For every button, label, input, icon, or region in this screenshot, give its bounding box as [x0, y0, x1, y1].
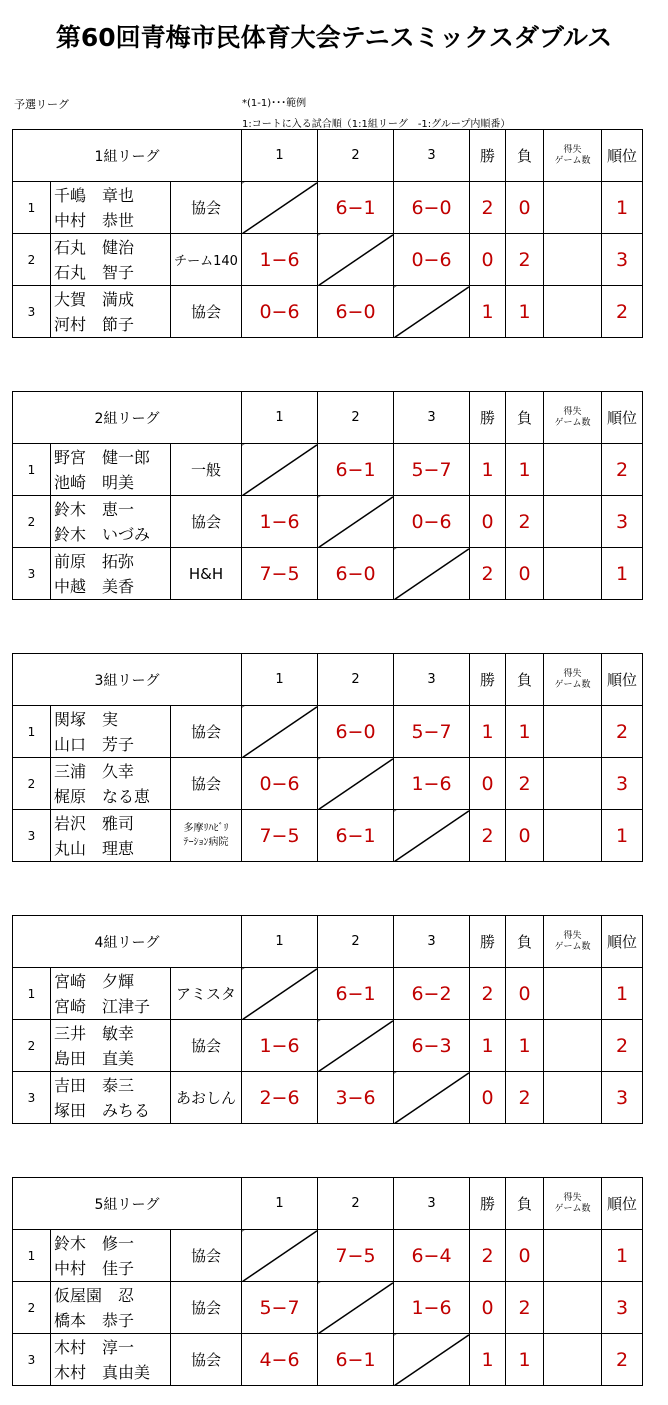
player-1: 木村 淳一: [54, 1337, 135, 1357]
prelim-label: 予選リーグ: [14, 98, 69, 111]
self-match-cell: [394, 1072, 470, 1124]
player-1: 三井 敏幸: [54, 1023, 135, 1043]
col-header-games: [544, 392, 602, 444]
self-match-cell: [242, 1230, 318, 1282]
pair-number: 2: [13, 234, 51, 286]
club-name: アミスタ: [171, 968, 242, 1020]
player-1: 鈴木 修一: [54, 1233, 135, 1253]
col-header-2: 2: [318, 130, 394, 182]
losses: 0: [506, 182, 544, 234]
table-row: [13, 182, 643, 234]
col-header-games: [544, 916, 602, 968]
match-score: 1−6: [242, 496, 318, 548]
losses: 1: [506, 1334, 544, 1386]
pair-number: 2: [13, 758, 51, 810]
wins: 1: [470, 706, 506, 758]
wins: 2: [470, 1230, 506, 1282]
club-name: [171, 810, 242, 862]
pair-names: [51, 968, 171, 1020]
pair-number: 1: [13, 706, 51, 758]
match-score: 6−1: [318, 968, 394, 1020]
losses: 2: [506, 1282, 544, 1334]
match-score: 6−0: [318, 286, 394, 338]
match-score: 6−2: [394, 968, 470, 1020]
league-table-4: [12, 915, 643, 1124]
table-row: [13, 1334, 643, 1386]
club-name: 協会: [171, 496, 242, 548]
col-header-rank: 順位: [602, 654, 643, 706]
col-header-win: 勝: [470, 916, 506, 968]
match-score: 7−5: [242, 548, 318, 600]
rank: 1: [602, 1230, 643, 1282]
player-1: 野宮 健一郎: [54, 447, 151, 467]
pair-names: [51, 1334, 171, 1386]
club-line-1: 多摩ﾘﾊﾋﾞﾘ: [183, 822, 229, 834]
pair-names: [51, 1020, 171, 1072]
losses: 0: [506, 968, 544, 1020]
match-score: 0−6: [242, 286, 318, 338]
player-2: 河村 節子: [54, 314, 135, 334]
match-score: 6−4: [394, 1230, 470, 1282]
wins: 1: [470, 444, 506, 496]
col-header-1: 1: [242, 392, 318, 444]
col-header-rank: 順位: [602, 1178, 643, 1230]
wins: 0: [470, 496, 506, 548]
self-match-cell: [394, 548, 470, 600]
league-name: 5組リーグ: [13, 1178, 242, 1230]
table-row: [13, 286, 643, 338]
rank: 3: [602, 758, 643, 810]
games-header-top: 得失: [563, 406, 582, 417]
match-score: 5−7: [394, 706, 470, 758]
col-header-loss: 負: [506, 1178, 544, 1230]
games-diff: [544, 706, 602, 758]
pair-names: [51, 758, 171, 810]
pair-number: 3: [13, 548, 51, 600]
player-1: 前原 拓弥: [54, 551, 135, 571]
games-header-top: 得失: [563, 668, 582, 679]
match-score: 4−6: [242, 1334, 318, 1386]
match-score: 6−0: [394, 182, 470, 234]
league-header-row: [13, 1178, 643, 1230]
self-match-cell: [318, 496, 394, 548]
league-name: 3組リーグ: [13, 654, 242, 706]
table-row: [13, 1230, 643, 1282]
league-header-row: [13, 654, 643, 706]
games-diff: [544, 1230, 602, 1282]
match-score: 7−5: [318, 1230, 394, 1282]
club-line-2: ﾃｰｼｮﾝ病院: [183, 836, 229, 848]
match-score: 5−7: [394, 444, 470, 496]
player-1: 宮崎 夕輝: [54, 971, 135, 991]
col-header-3: 3: [394, 130, 470, 182]
league-header-row: [13, 392, 643, 444]
player-2: 中村 恭世: [54, 210, 135, 230]
losses: 1: [506, 1020, 544, 1072]
player-1: 石丸 健治: [54, 237, 135, 257]
player-1: 仮屋園 忍: [54, 1285, 135, 1305]
games-header-bottom: ゲーム数: [554, 941, 591, 952]
games-diff: [544, 182, 602, 234]
games-diff: [544, 1020, 602, 1072]
col-header-3: 3: [394, 1178, 470, 1230]
self-match-cell: [318, 234, 394, 286]
player-2: 橋本 恭子: [54, 1310, 135, 1330]
self-match-cell: [318, 758, 394, 810]
player-1: 三浦 久幸: [54, 761, 135, 781]
rank: 1: [602, 810, 643, 862]
match-score: 6−1: [318, 1334, 394, 1386]
col-header-1: 1: [242, 1178, 318, 1230]
self-match-cell: [318, 1020, 394, 1072]
col-header-loss: 負: [506, 130, 544, 182]
self-match-cell: [394, 1334, 470, 1386]
league-name: 4組リーグ: [13, 916, 242, 968]
col-header-2: 2: [318, 916, 394, 968]
wins: 0: [470, 758, 506, 810]
table-row: [13, 1282, 643, 1334]
losses: 0: [506, 810, 544, 862]
league-table-2: [12, 391, 643, 600]
losses: 2: [506, 234, 544, 286]
self-match-cell: [242, 706, 318, 758]
col-header-loss: 負: [506, 392, 544, 444]
match-score: 7−5: [242, 810, 318, 862]
league-name: 2組リーグ: [13, 392, 242, 444]
club-name: チーム140: [171, 234, 242, 286]
player-2: 木村 真由美: [54, 1362, 151, 1382]
table-row: [13, 444, 643, 496]
col-header-2: 2: [318, 1178, 394, 1230]
player-2: 宮崎 江津子: [54, 996, 151, 1016]
col-header-games: [544, 654, 602, 706]
games-header-bottom: ゲーム数: [554, 417, 591, 428]
wins: 1: [470, 1020, 506, 1072]
league-table-5: [12, 1177, 643, 1386]
table-row: [13, 234, 643, 286]
rank: 1: [602, 182, 643, 234]
col-header-rank: 順位: [602, 130, 643, 182]
col-header-games: [544, 130, 602, 182]
table-row: [13, 1072, 643, 1124]
club-name: 協会: [171, 286, 242, 338]
self-match-cell: [394, 286, 470, 338]
wins: 0: [470, 234, 506, 286]
player-2: 山口 芳子: [54, 734, 135, 754]
table-row: [13, 1020, 643, 1072]
table-row: [13, 810, 643, 862]
wins: 1: [470, 286, 506, 338]
club-name: 協会: [171, 1230, 242, 1282]
table-row: [13, 758, 643, 810]
losses: 1: [506, 444, 544, 496]
pair-names: [51, 810, 171, 862]
pair-names: [51, 286, 171, 338]
player-2: 塚田 みちる: [54, 1100, 151, 1120]
rank: 2: [602, 286, 643, 338]
club-name: 協会: [171, 182, 242, 234]
self-match-cell: [242, 444, 318, 496]
wins: 2: [470, 182, 506, 234]
self-match-cell: [318, 1282, 394, 1334]
col-header-1: 1: [242, 654, 318, 706]
club-name: 協会: [171, 758, 242, 810]
pair-number: 1: [13, 444, 51, 496]
match-score: 6−3: [394, 1020, 470, 1072]
match-score: 6−0: [318, 706, 394, 758]
games-header-bottom: ゲーム数: [554, 1203, 591, 1214]
club-name: 協会: [171, 1020, 242, 1072]
rank: 3: [602, 234, 643, 286]
wins: 2: [470, 968, 506, 1020]
player-2: 鈴木 いづみ: [54, 524, 151, 544]
col-header-win: 勝: [470, 130, 506, 182]
pair-number: 2: [13, 496, 51, 548]
col-header-loss: 負: [506, 916, 544, 968]
games-header-top: 得失: [563, 144, 582, 155]
club-name: 協会: [171, 1334, 242, 1386]
pair-names: [51, 548, 171, 600]
col-header-1: 1: [242, 916, 318, 968]
games-diff: [544, 810, 602, 862]
pair-names: [51, 1230, 171, 1282]
match-score: 2−6: [242, 1072, 318, 1124]
pair-names: [51, 234, 171, 286]
pair-number: 1: [13, 182, 51, 234]
match-score: 0−6: [394, 234, 470, 286]
self-match-cell: [242, 182, 318, 234]
table-row: [13, 706, 643, 758]
table-row: [13, 968, 643, 1020]
rank: 3: [602, 1282, 643, 1334]
self-match-cell: [242, 968, 318, 1020]
games-diff: [544, 496, 602, 548]
games-header-top: 得失: [563, 1192, 582, 1203]
player-2: 梶原 なる恵: [54, 786, 151, 806]
games-diff: [544, 1072, 602, 1124]
col-header-rank: 順位: [602, 916, 643, 968]
match-score: 1−6: [242, 1020, 318, 1072]
table-row: [13, 496, 643, 548]
match-score: 1−6: [242, 234, 318, 286]
league-table-1: [12, 129, 643, 338]
player-2: 中村 佳子: [54, 1258, 135, 1278]
league-header-row: [13, 916, 643, 968]
pair-names: [51, 182, 171, 234]
player-2: 中越 美香: [54, 576, 135, 596]
player-2: 丸山 理恵: [54, 838, 135, 858]
rank: 3: [602, 1072, 643, 1124]
pair-names: [51, 1282, 171, 1334]
player-1: 関塚 実: [54, 709, 119, 729]
player-1: 大賀 満成: [54, 289, 135, 309]
rank: 1: [602, 548, 643, 600]
player-1: 鈴木 恵一: [54, 499, 135, 519]
player-1: 吉田 泰三: [54, 1075, 135, 1095]
wins: 2: [470, 548, 506, 600]
legend-example: *(1-1)･･･範例: [242, 98, 307, 109]
col-header-1: 1: [242, 130, 318, 182]
pair-number: 2: [13, 1282, 51, 1334]
games-diff: [544, 1282, 602, 1334]
player-1: 岩沢 雅司: [54, 813, 135, 833]
club-name: H&H: [171, 548, 242, 600]
pair-number: 3: [13, 286, 51, 338]
player-2: 池崎 明美: [54, 472, 135, 492]
self-match-cell: [394, 810, 470, 862]
pair-number: 3: [13, 810, 51, 862]
losses: 0: [506, 1230, 544, 1282]
pair-number: 1: [13, 1230, 51, 1282]
pair-number: 1: [13, 968, 51, 1020]
rank: 2: [602, 1334, 643, 1386]
col-header-win: 勝: [470, 1178, 506, 1230]
losses: 2: [506, 496, 544, 548]
games-diff: [544, 968, 602, 1020]
player-2: 島田 直美: [54, 1048, 135, 1068]
match-score: 3−6: [318, 1072, 394, 1124]
wins: 0: [470, 1282, 506, 1334]
col-header-3: 3: [394, 392, 470, 444]
col-header-games: [544, 1178, 602, 1230]
league-table-3: [12, 653, 643, 862]
games-diff: [544, 758, 602, 810]
games-header-bottom: ゲーム数: [554, 155, 591, 166]
club-name: 協会: [171, 1282, 242, 1334]
games-header-top: 得失: [563, 930, 582, 941]
legend-explanation: 1:コートに入る試合順（1:1組リーグ -1:グループ内順番）: [242, 119, 511, 130]
club-name: あおしん: [171, 1072, 242, 1124]
col-header-win: 勝: [470, 654, 506, 706]
wins: 0: [470, 1072, 506, 1124]
pair-names: [51, 706, 171, 758]
match-score: 1−6: [394, 758, 470, 810]
page-title: 第60回青梅市民体育大会テニスミックスダブルス: [55, 23, 613, 52]
player-2: 石丸 智子: [54, 262, 135, 282]
losses: 0: [506, 548, 544, 600]
col-header-2: 2: [318, 654, 394, 706]
games-diff: [544, 1334, 602, 1386]
wins: 2: [470, 810, 506, 862]
match-score: 6−1: [318, 810, 394, 862]
games-diff: [544, 234, 602, 286]
table-row: [13, 548, 643, 600]
rank: 1: [602, 968, 643, 1020]
games-diff: [544, 444, 602, 496]
col-header-3: 3: [394, 654, 470, 706]
league-name: 1組リーグ: [13, 130, 242, 182]
losses: 1: [506, 706, 544, 758]
games-header-bottom: ゲーム数: [554, 679, 591, 690]
player-1: 千嶋 章也: [54, 185, 135, 205]
rank: 2: [602, 444, 643, 496]
losses: 1: [506, 286, 544, 338]
club-name: 一般: [171, 444, 242, 496]
col-header-2: 2: [318, 392, 394, 444]
pair-names: [51, 1072, 171, 1124]
pair-names: [51, 444, 171, 496]
col-header-win: 勝: [470, 392, 506, 444]
rank: 2: [602, 1020, 643, 1072]
col-header-rank: 順位: [602, 392, 643, 444]
col-header-3: 3: [394, 916, 470, 968]
match-score: 6−0: [318, 548, 394, 600]
pair-names: [51, 496, 171, 548]
rank: 2: [602, 706, 643, 758]
wins: 1: [470, 1334, 506, 1386]
match-score: 6−1: [318, 182, 394, 234]
games-diff: [544, 286, 602, 338]
losses: 2: [506, 1072, 544, 1124]
col-header-loss: 負: [506, 654, 544, 706]
club-name: 協会: [171, 706, 242, 758]
games-diff: [544, 548, 602, 600]
pair-number: 3: [13, 1072, 51, 1124]
match-score: 1−6: [394, 1282, 470, 1334]
match-score: 0−6: [394, 496, 470, 548]
match-score: 0−6: [242, 758, 318, 810]
rank: 3: [602, 496, 643, 548]
match-score: 5−7: [242, 1282, 318, 1334]
pair-number: 3: [13, 1334, 51, 1386]
league-header-row: [13, 130, 643, 182]
pair-number: 2: [13, 1020, 51, 1072]
losses: 2: [506, 758, 544, 810]
match-score: 6−1: [318, 444, 394, 496]
